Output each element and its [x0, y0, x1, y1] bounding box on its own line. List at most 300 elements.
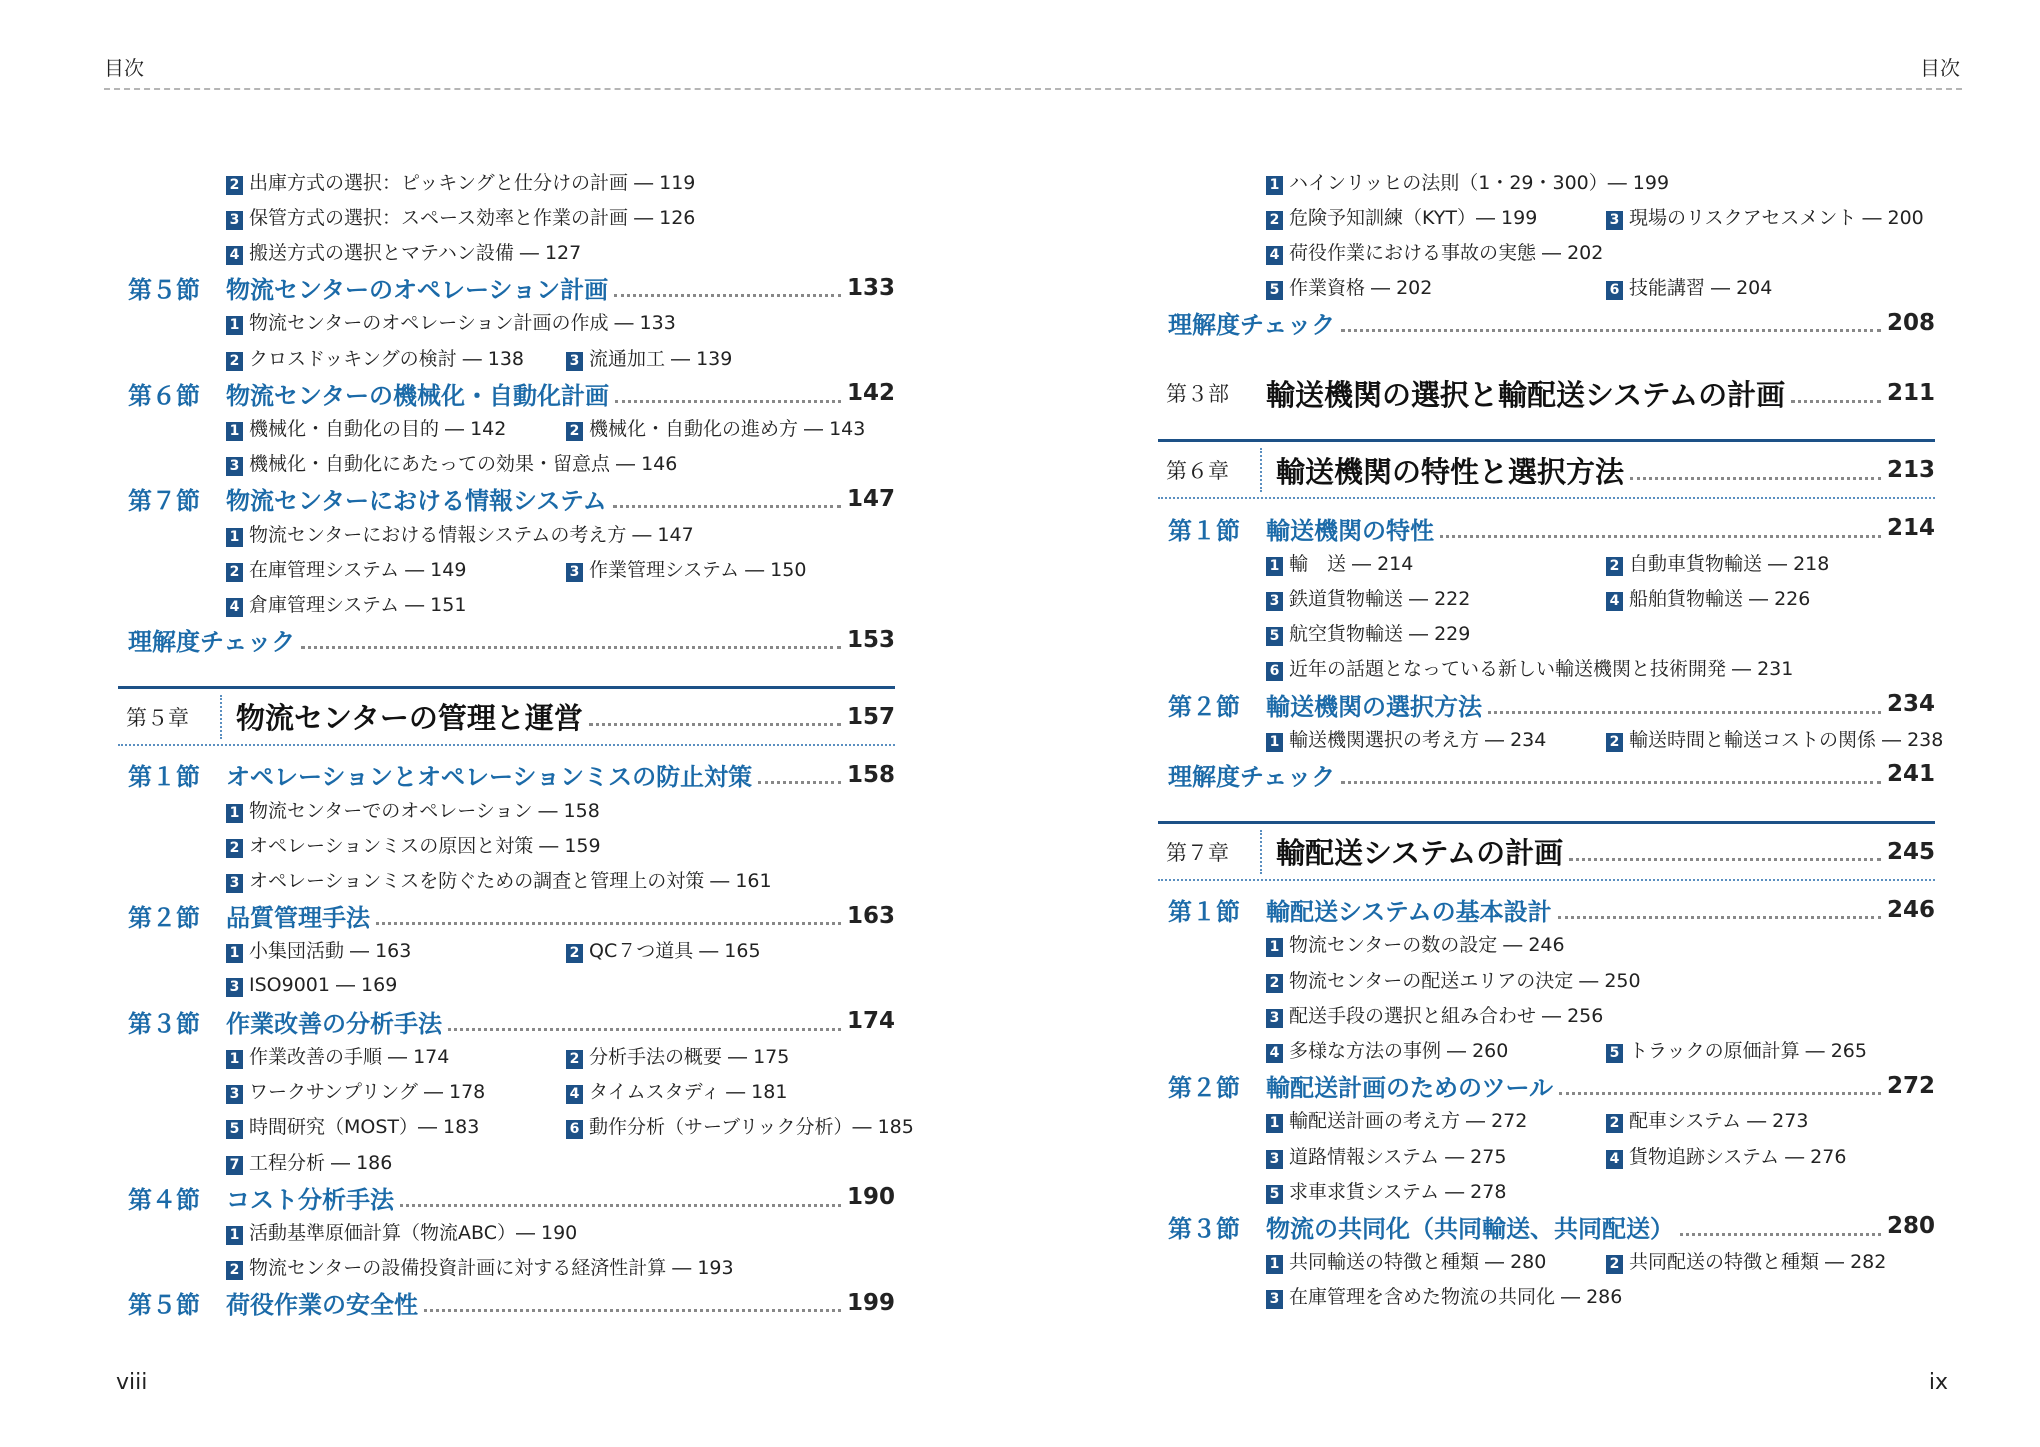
section-title: 物流センターにおける情報システム: [226, 487, 607, 516]
section-label: 第７節: [128, 487, 200, 516]
toc-item[interactable]: [226, 590, 466, 617]
item-number-badge: 2: [226, 1261, 243, 1280]
chapter-page-number: 213: [1886, 457, 1935, 483]
section-page-number: 241: [1886, 761, 1935, 788]
toc-item[interactable]: [1606, 1106, 1946, 1133]
chapter-label: 第５章: [126, 705, 189, 730]
section-title: 物流の共同化（共同輸送、共同配送）: [1266, 1214, 1674, 1243]
item-title: 機械化・自動化の進め方 ― 143: [589, 417, 866, 440]
section-page-number: 190: [846, 1184, 895, 1211]
toc-item-row: [226, 308, 676, 336]
toc-item[interactable]: [226, 974, 397, 997]
item-title: 時間研究（MOST）― 183: [249, 1116, 480, 1139]
item-number-badge: 3: [1266, 592, 1283, 611]
item-title: ISO9001 ― 169: [249, 973, 398, 996]
dot-leader: [589, 711, 841, 726]
item-number-badge: 2: [226, 176, 243, 195]
section-label: 第２節: [128, 904, 200, 933]
toc-item-row: [1266, 724, 1946, 752]
toc-item-row: [1266, 583, 1946, 611]
dot-leader: [1558, 904, 1881, 919]
item-title: 貨物追跡システム ― 276: [1629, 1145, 1847, 1168]
page-number-right: ix: [1928, 1370, 1948, 1395]
item-title: 近年の話題となっている新しい輸送機関と技術開発 ― 231: [1289, 658, 1794, 681]
toc-item[interactable]: [226, 866, 772, 893]
dot-leader: [1791, 388, 1881, 403]
toc-item[interactable]: [226, 520, 694, 547]
toc-item[interactable]: [566, 1077, 906, 1104]
item-title: 輸送時間と輸送コストの関係 ― 238: [1629, 728, 1944, 751]
chapter-title: 輸配送システムの計画: [1276, 836, 1564, 871]
section-label: 第２節: [1168, 692, 1240, 721]
dot-leader: [448, 1016, 841, 1031]
item-title: 物流センターでのオペレーション ― 158: [249, 799, 600, 822]
section-page-number: 153: [846, 626, 895, 653]
toc-section-row[interactable]: [128, 624, 895, 656]
item-title: 現場のリスクアセスメント ― 200: [1629, 206, 1924, 229]
item-number-badge: 4: [1266, 1044, 1283, 1063]
item-title: ワークサンプリング ― 178: [249, 1081, 486, 1104]
toc-item-row: [226, 865, 772, 893]
toc-item-row: [1266, 654, 1793, 682]
item-number-badge: 1: [226, 422, 243, 441]
section-title: 物流センターの機械化・自動化計画: [226, 381, 610, 410]
chapter-bottom-rule: [1158, 879, 1935, 881]
item-number-badge: 1: [226, 316, 243, 335]
item-number-badge: 3: [1266, 1290, 1283, 1309]
item-number-badge: 3: [1266, 1150, 1283, 1169]
toc-item[interactable]: [1266, 654, 1793, 681]
toc-item[interactable]: [1266, 1247, 1606, 1274]
section-title: 物流センターのオペレーション計画: [226, 276, 609, 305]
toc-item-row: [1266, 930, 1565, 958]
item-title: 鉄道貨物輸送 ― 222: [1289, 587, 1471, 610]
item-number-badge: 4: [226, 246, 243, 265]
chapter-title: 輸送機関の特性と選択方法: [1276, 454, 1625, 489]
toc-item[interactable]: [566, 555, 906, 582]
toc-item[interactable]: [1266, 619, 1470, 646]
item-title: 小集団活動 ― 163: [249, 940, 412, 963]
toc-section-row[interactable]: [128, 759, 895, 791]
toc-item[interactable]: [226, 1218, 577, 1245]
section-label: 第１節: [1168, 516, 1240, 545]
toc-item[interactable]: [1266, 168, 1669, 195]
toc-section-row[interactable]: [128, 1005, 895, 1037]
item-title: 保管方式の選択：スペース効率と作業の計画 ― 126: [249, 206, 696, 229]
section-title: 輸配送システムの基本設計: [1266, 898, 1552, 927]
item-number-badge: 2: [226, 352, 243, 371]
item-number-badge: 1: [1266, 733, 1283, 752]
toc-right-column: [1020, 0, 2040, 1447]
toc-item[interactable]: [1606, 1036, 1946, 1063]
right-page: [1020, 0, 2040, 1447]
toc-section-row[interactable]: [128, 272, 895, 304]
item-number-badge: 4: [226, 598, 243, 617]
toc-item[interactable]: [1266, 1177, 1506, 1204]
toc-item-row: [1266, 237, 1603, 265]
toc-item-row: [1266, 1035, 1946, 1063]
item-number-badge: 3: [566, 352, 583, 371]
toc-item-row: [1266, 1247, 1946, 1275]
toc-item-row: [226, 1112, 914, 1140]
section-label: 第３節: [1168, 1214, 1240, 1243]
chapter-title: 物流センターの管理と運営: [236, 701, 583, 736]
toc-item[interactable]: [1266, 549, 1606, 576]
toc-part-row[interactable]: [1166, 371, 1935, 415]
toc-item[interactable]: [1266, 1142, 1606, 1169]
toc-item-row: [226, 936, 906, 964]
toc-item[interactable]: [226, 1253, 734, 1280]
item-title: 在庫管理を含めた物流の共同化 ― 286: [1289, 1286, 1623, 1309]
item-title: 配送手段の選択と組み合わせ ― 256: [1289, 1004, 1604, 1027]
item-title: 共同輸送の特徴と種類 ― 280: [1289, 1251, 1547, 1274]
toc-item[interactable]: [1606, 725, 1946, 752]
item-title: 流通加工 ― 139: [589, 347, 733, 370]
toc-item[interactable]: [1266, 966, 1641, 993]
toc-item[interactable]: [226, 1148, 392, 1175]
section-label: 第１節: [128, 763, 200, 792]
item-number-badge: 5: [226, 1120, 243, 1139]
dot-leader: [1341, 769, 1881, 784]
toc-item[interactable]: [226, 555, 566, 582]
item-number-badge: 7: [226, 1156, 243, 1175]
item-number-badge: 3: [226, 874, 243, 893]
section-title: 作業改善の分析手法: [226, 1009, 442, 1038]
toc-item[interactable]: [1266, 1106, 1606, 1133]
toc-item[interactable]: [226, 168, 695, 195]
toc-item[interactable]: [1266, 203, 1606, 230]
item-number-badge: 2: [1266, 211, 1283, 230]
section-page-number: 133: [846, 274, 895, 301]
item-number-badge: 2: [1606, 733, 1623, 752]
toc-item-row: [226, 971, 397, 999]
section-label: 第５節: [128, 276, 200, 305]
toc-item-row: [226, 1253, 734, 1281]
section-title: コスト分析手法: [226, 1185, 394, 1214]
item-number-badge: 6: [1606, 281, 1623, 300]
item-number-badge: 3: [1606, 211, 1623, 230]
toc-item[interactable]: [226, 449, 677, 476]
toc-item[interactable]: [1606, 549, 1946, 576]
toc-item-row: [1266, 273, 1946, 301]
toc-item[interactable]: [226, 238, 581, 265]
item-title: タイムスタディ ― 181: [589, 1081, 788, 1104]
toc-item-row: [1266, 1000, 1603, 1028]
item-number-badge: 2: [566, 422, 583, 441]
chapter-top-rule: [1158, 821, 1935, 824]
section-page-number: 199: [846, 1289, 895, 1316]
dot-leader: [613, 493, 841, 508]
item-number-badge: 5: [1606, 1044, 1623, 1063]
item-title: オペレーションミスの原因と対策 ― 159: [249, 834, 601, 857]
running-head-left: 目次: [104, 56, 144, 80]
dot-leader: [614, 282, 841, 297]
running-head-right: 目次: [1920, 56, 1960, 80]
item-title: 機械化・自動化にあたっての効果・留意点 ― 146: [249, 453, 678, 476]
item-number-badge: 5: [1266, 281, 1283, 300]
section-title: 品質管理手法: [226, 904, 370, 933]
item-title: 物流センターの配送エリアの決定 ― 250: [1289, 969, 1641, 992]
section-title: 輸配送計画のためのツール: [1266, 1074, 1554, 1103]
part-page-number: 211: [1886, 380, 1935, 406]
toc-item[interactable]: [226, 203, 695, 230]
toc-item[interactable]: [1266, 725, 1606, 752]
item-number-badge: 6: [566, 1120, 583, 1139]
chapter-top-rule: [1158, 439, 1935, 442]
item-title: トラックの原価計算 ― 265: [1629, 1039, 1867, 1062]
chapter-top-rule: [118, 686, 895, 689]
item-title: 自動車貨物輸送 ― 218: [1629, 552, 1830, 575]
item-title: QC７つ道具 ― 165: [589, 940, 761, 963]
item-number-badge: 5: [1266, 1185, 1283, 1204]
toc-item-row: [226, 554, 906, 582]
chapter-separator: [1260, 830, 1264, 874]
toc-item[interactable]: [226, 344, 566, 371]
toc-item-row: [1266, 167, 1669, 195]
toc-item-row: [226, 167, 695, 195]
toc-item-row: [1266, 1176, 1506, 1204]
section-label: 第５節: [128, 1291, 200, 1320]
toc-item-row: [226, 1077, 906, 1105]
section-label: 第１節: [1168, 898, 1240, 927]
toc-item[interactable]: [1606, 584, 1946, 611]
toc-section-row[interactable]: [1168, 1070, 1935, 1102]
toc-item-row: [1266, 619, 1470, 647]
item-title: 道路情報システム ― 275: [1289, 1145, 1507, 1168]
toc-section-row[interactable]: [1168, 512, 1935, 544]
section-label: 第４節: [128, 1185, 200, 1214]
dot-leader: [301, 634, 841, 649]
toc-item-row: [226, 237, 581, 265]
toc-item[interactable]: [566, 1042, 906, 1069]
toc-item[interactable]: [226, 1112, 566, 1139]
item-number-badge: 2: [566, 944, 583, 963]
toc-item[interactable]: [566, 936, 906, 963]
dot-leader: [1569, 846, 1881, 861]
dot-leader: [1488, 699, 1881, 714]
item-number-badge: 3: [226, 978, 243, 997]
item-number-badge: 4: [1606, 1150, 1623, 1169]
item-title: オペレーションミスを防ぐための調査と管理上の対策 ― 161: [249, 869, 772, 892]
item-title: 搬送方式の選択とマテハン設備 ― 127: [249, 241, 582, 264]
part-label: 第３部: [1166, 382, 1229, 406]
toc-item-row: [1266, 965, 1641, 993]
item-title: 輸送機関選択の考え方 ― 234: [1289, 728, 1547, 751]
dot-leader: [758, 769, 841, 784]
item-number-badge: 4: [566, 1085, 583, 1104]
section-title: 輸送機関の選択方法: [1266, 692, 1482, 721]
item-number-badge: 6: [1266, 662, 1283, 681]
toc-section-row[interactable]: [128, 900, 895, 932]
toc-section-row[interactable]: [1168, 688, 1935, 720]
toc-item-row: [1266, 1282, 1622, 1310]
toc-item[interactable]: [226, 1042, 566, 1069]
item-title: 活動基準原価計算（物流ABC）― 190: [249, 1221, 578, 1244]
toc-item[interactable]: [1606, 1142, 1946, 1169]
section-page-number: 142: [846, 380, 895, 407]
item-title: 物流センターにおける情報システムの考え方 ― 147: [249, 523, 694, 546]
chapter-page-number: 157: [846, 703, 895, 730]
item-title: 多様な方法の事例 ― 260: [1289, 1039, 1509, 1062]
item-title: ハインリッヒの法則（1・29・300）― 199: [1289, 171, 1670, 194]
toc-section-row[interactable]: [1168, 894, 1935, 926]
section-label: 第２節: [1168, 1074, 1240, 1103]
chapter-bottom-rule: [118, 744, 895, 746]
item-number-badge: 1: [226, 944, 243, 963]
item-title: 求車求貨システム ― 278: [1289, 1180, 1507, 1203]
toc-chapter-row[interactable]: [1166, 447, 1935, 493]
item-number-badge: 3: [226, 457, 243, 476]
toc-item[interactable]: [1266, 584, 1606, 611]
toc-item-row: [1266, 202, 1946, 230]
chapter-page-number: 245: [1886, 838, 1935, 865]
item-title: 航空貨物輸送 ― 229: [1289, 623, 1471, 646]
item-title: 配車システム ― 273: [1629, 1110, 1809, 1133]
toc-item-row: [226, 343, 906, 371]
item-number-badge: 4: [1606, 592, 1623, 611]
toc-item-row: [226, 519, 694, 547]
dot-leader: [424, 1297, 841, 1312]
section-page-number: 147: [846, 485, 895, 512]
toc-item-row: [226, 413, 906, 441]
toc-item[interactable]: [566, 344, 906, 371]
section-title: 荷役作業の安全性: [226, 1291, 418, 1320]
toc-item-row: [226, 202, 695, 230]
toc-item[interactable]: [1606, 1247, 1946, 1274]
item-number-badge: 2: [1606, 557, 1623, 576]
section-title: 理解度チェック: [1168, 311, 1336, 340]
section-page-number: 280: [1886, 1213, 1935, 1240]
toc-item-row: [226, 1147, 392, 1175]
toc-item-row: [226, 1217, 577, 1245]
toc-section-row[interactable]: [128, 377, 895, 409]
item-title: 物流センターの数の設定 ― 246: [1289, 934, 1565, 957]
item-number-badge: 3: [226, 211, 243, 230]
toc-item[interactable]: [566, 1112, 914, 1139]
section-page-number: 208: [1886, 309, 1935, 336]
item-number-badge: 5: [1266, 627, 1283, 646]
item-number-badge: 1: [1266, 176, 1283, 195]
toc-item[interactable]: [1266, 273, 1606, 300]
dot-leader: [1440, 523, 1881, 538]
item-number-badge: 3: [1266, 1009, 1283, 1028]
dot-leader: [1680, 1221, 1881, 1236]
chapter-label: 第６章: [1166, 459, 1229, 483]
toc-section-row[interactable]: [128, 483, 895, 515]
item-number-badge: 1: [226, 1226, 243, 1245]
section-page-number: 214: [1886, 515, 1935, 541]
item-title: 輸配送計画の考え方 ― 272: [1289, 1110, 1528, 1133]
toc-item[interactable]: [226, 831, 601, 858]
item-title: 作業資格 ― 202: [1289, 277, 1433, 300]
item-number-badge: 2: [1606, 1255, 1623, 1274]
item-number-badge: 1: [226, 1050, 243, 1069]
toc-item[interactable]: [1266, 1282, 1622, 1309]
section-page-number: 246: [1886, 896, 1935, 923]
chapter-separator: [1260, 448, 1264, 492]
item-number-badge: 2: [1606, 1114, 1623, 1133]
toc-item-row: [226, 1041, 906, 1069]
toc-section-row[interactable]: [128, 1181, 895, 1213]
toc-section-row[interactable]: [128, 1287, 895, 1319]
item-title: クロスドッキングの検討 ― 138: [249, 347, 525, 370]
dot-leader: [1559, 1080, 1881, 1095]
item-number-badge: 1: [226, 528, 243, 547]
toc-item[interactable]: [226, 414, 566, 441]
section-page-number: 234: [1886, 691, 1935, 717]
toc-item[interactable]: [226, 308, 676, 335]
toc-item-row: [1266, 548, 1946, 576]
toc-section-row[interactable]: [1168, 1210, 1935, 1242]
section-title: オペレーションとオペレーションミスの防止対策: [226, 763, 753, 792]
section-title: 輸送機関の特性: [1266, 516, 1434, 545]
toc-item[interactable]: [1606, 273, 1946, 300]
toc-item[interactable]: [1606, 203, 1946, 230]
item-title: 工程分析 ― 186: [249, 1151, 393, 1174]
section-label: 第３節: [128, 1009, 200, 1038]
toc-item[interactable]: [1266, 1036, 1606, 1063]
toc-item-row: [1266, 1141, 1946, 1169]
toc-item[interactable]: [566, 414, 906, 441]
item-number-badge: 1: [1266, 557, 1283, 576]
toc-item[interactable]: [1266, 238, 1603, 265]
toc-chapter-row[interactable]: [1166, 829, 1935, 875]
item-number-badge: 2: [1266, 974, 1283, 993]
item-number-badge: 1: [1266, 1114, 1283, 1133]
item-title: 作業管理システム ― 150: [589, 558, 807, 581]
item-number-badge: 2: [226, 563, 243, 582]
chapter-bottom-rule: [1158, 497, 1935, 499]
item-title: 船舶貨物輸送 ― 226: [1629, 587, 1811, 610]
page-number-left: viii: [116, 1370, 148, 1395]
toc-item-row: [226, 449, 677, 477]
toc-item-row: [226, 830, 601, 858]
toc-item[interactable]: [226, 1077, 566, 1104]
item-title: 分析手法の概要 ― 175: [589, 1045, 790, 1068]
item-title: 機械化・自動化の目的 ― 142: [249, 417, 507, 440]
item-title: 物流センターのオペレーション計画の作成 ― 133: [249, 312, 676, 335]
section-page-number: 158: [846, 761, 895, 788]
section-title: 理解度チェック: [1168, 762, 1336, 791]
section-label: 第６節: [128, 381, 200, 410]
item-number-badge: 1: [226, 804, 243, 823]
toc-item[interactable]: [1266, 930, 1565, 957]
toc-item[interactable]: [226, 796, 600, 823]
item-title: 輸 送 ― 214: [1289, 552, 1414, 575]
dot-leader: [615, 388, 841, 403]
toc-item[interactable]: [1266, 1001, 1603, 1028]
dot-leader: [400, 1192, 841, 1207]
toc-chapter-row[interactable]: [126, 694, 895, 740]
item-title: 倉庫管理システム ― 151: [249, 593, 467, 616]
toc-section-row[interactable]: [1168, 758, 1935, 790]
item-number-badge: 3: [226, 1085, 243, 1104]
section-title: 理解度チェック: [128, 628, 296, 657]
item-title: 動作分析（サーブリック分析）― 185: [589, 1116, 914, 1139]
dot-leader: [1630, 465, 1881, 480]
item-number-badge: 2: [566, 1050, 583, 1069]
toc-section-row[interactable]: [1168, 307, 1935, 339]
item-title: 危険予知訓練（KYT）― 199: [1289, 206, 1538, 229]
item-number-badge: 2: [226, 839, 243, 858]
section-page-number: 272: [1886, 1072, 1935, 1099]
item-number-badge: 4: [1266, 246, 1283, 265]
item-number-badge: 1: [1266, 1255, 1283, 1274]
part-title: 輸送機関の選択と輸配送システムの計画: [1266, 377, 1786, 412]
toc-item[interactable]: [226, 936, 566, 963]
item-title: 物流センターの設備投資計画に対する経済性計算 ― 193: [249, 1257, 734, 1280]
item-title: 在庫管理システム ― 149: [249, 558, 467, 581]
